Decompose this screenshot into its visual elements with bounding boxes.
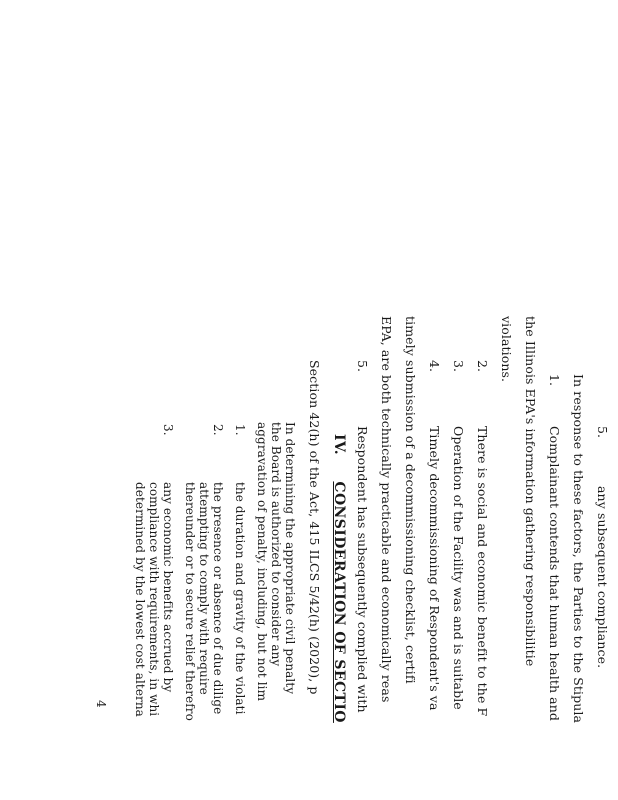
item-5b-text: Respondent has subsequently complied with [355, 426, 370, 713]
item-3-text: Operation of the Facility was and is suitable [451, 426, 466, 710]
quote-item-2-line-1: the presence or absence of due dilige [211, 482, 225, 715]
quote-item-1-text: the duration and gravity of the violati [233, 482, 247, 715]
item-5-number: 5. [595, 426, 610, 439]
item-4-text: Timely decommissioning of Respondent's va [427, 426, 442, 711]
item-2-text: There is social and economic benefit to the F [475, 426, 490, 717]
paragraph-illinois-epa: the Illinois EPA's information gathering responsibilitie [523, 316, 538, 667]
page-number: 4 [94, 700, 108, 708]
quote-line-3: aggravation of penalty, including, but not lim [255, 422, 269, 702]
paragraph-response: In response to these factors, the Parties to the Stipula [571, 374, 586, 724]
quote-line-1: In determining the appropriate civil penalty [283, 422, 297, 695]
item-5-text: any subsequent compliance. [595, 486, 610, 669]
paragraph-violations: violations. [499, 316, 514, 383]
quote-item-3-line-2: compliance with requirements, in whi [147, 482, 161, 717]
item-4-number: 4. [427, 360, 442, 373]
quote-item-3-line-1: any economic benefits accrued by [161, 482, 175, 693]
quote-item-3-number: 3. [161, 424, 175, 436]
paragraph-section-42h: Section 42(h) of the Act, 415 ILCS 5/42(h) (2020), p [307, 360, 322, 695]
quote-line-2: the Board is authorized to consider any [269, 422, 283, 667]
item-1-number: 1. [547, 374, 562, 387]
paragraph-timely-submission: timely submission of a decommissioning checklist, certifi [403, 316, 418, 684]
section-number: IV. [331, 434, 347, 456]
item-3-number: 3. [451, 360, 466, 373]
paragraph-epa-practicable: EPA, are both technically practicable and economically reas [379, 316, 394, 703]
section-heading [332, 434, 346, 723]
item-1-text: Complainant contends that human health and [547, 426, 562, 721]
section-title: CONSIDERATION OF SECTIO [331, 481, 347, 723]
quote-item-2-number: 2. [211, 424, 225, 436]
quote-item-2-line-2: attempting to comply with require [197, 482, 211, 695]
item-2-number: 2. [475, 360, 490, 373]
quote-item-3-line-3: determined by the lowest cost alterna [133, 482, 147, 717]
item-5b-number: 5. [355, 360, 370, 373]
quote-item-1-number: 1. [233, 424, 247, 436]
quote-item-2-line-3: thereunder or to secure relief therefro [183, 482, 197, 721]
